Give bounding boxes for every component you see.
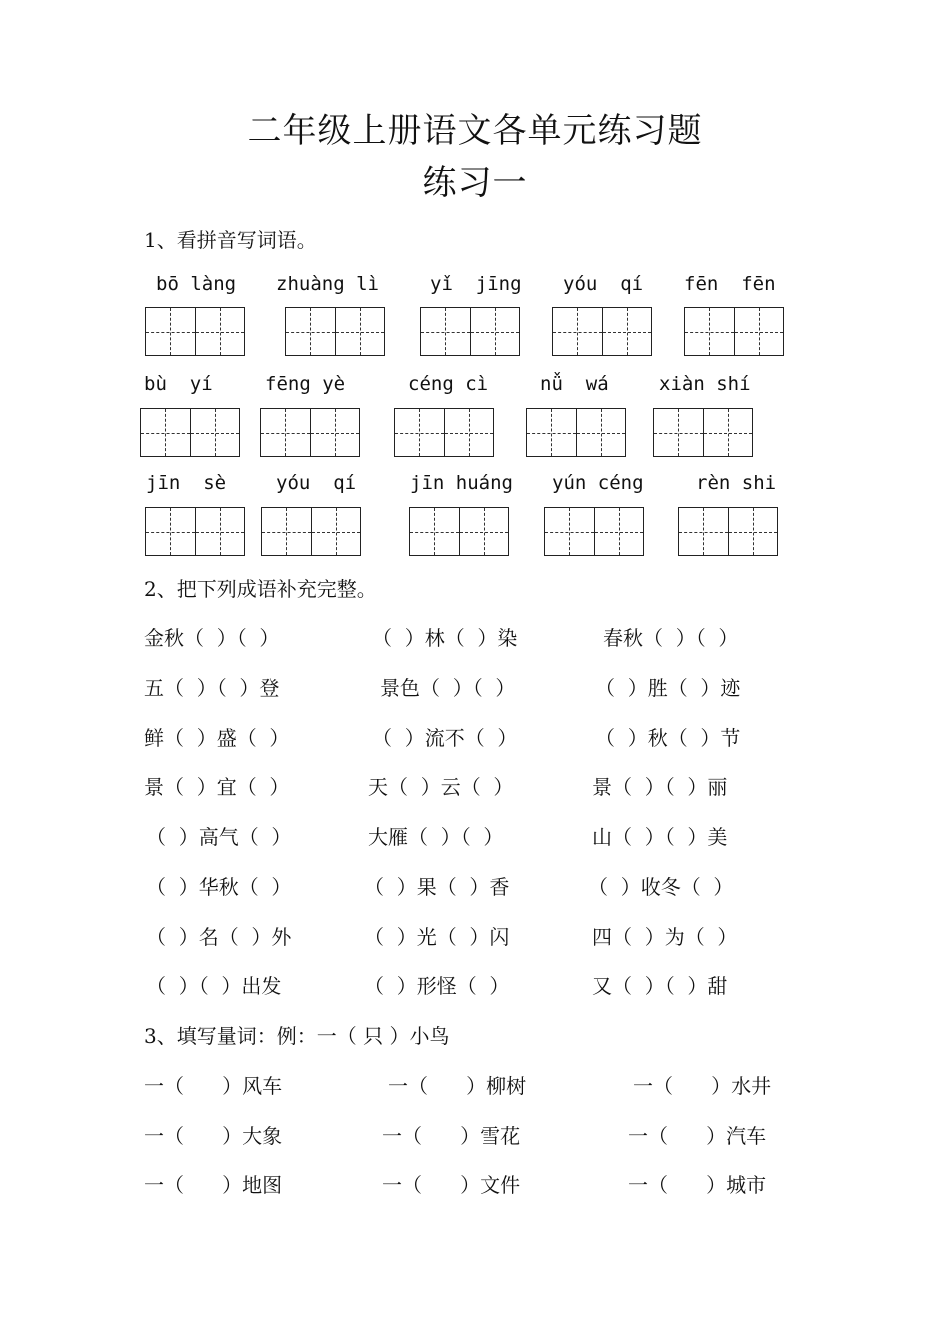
idiom-item[interactable]: （ ）名（ ）外 bbox=[146, 925, 292, 949]
writing-grid[interactable] bbox=[261, 507, 361, 556]
exercise-title: 练习一 bbox=[422, 163, 528, 203]
idiom-item[interactable]: 五（ ）（ ）登 bbox=[144, 676, 280, 700]
writing-grid[interactable] bbox=[678, 507, 778, 556]
q2-heading: 2、把下列成语补充完整。 bbox=[144, 577, 377, 601]
pinyin-label: fēng yè bbox=[265, 373, 346, 395]
writing-grid[interactable] bbox=[653, 408, 753, 457]
idiom-item[interactable]: 天（ ）云（ ） bbox=[368, 775, 514, 799]
writing-grid[interactable] bbox=[394, 408, 494, 457]
idiom-item[interactable]: 春秋（ ）（ ） bbox=[603, 626, 739, 650]
pinyin-label: xiàn shí bbox=[659, 373, 751, 395]
idiom-item[interactable]: （ ）流不（ ） bbox=[372, 726, 518, 750]
idiom-item[interactable]: 四（ ）为（ ） bbox=[592, 925, 738, 949]
writing-grid[interactable] bbox=[526, 408, 626, 457]
pinyin-label: yóu qí bbox=[563, 273, 644, 295]
idiom-item[interactable]: 景（ ）（ ）丽 bbox=[592, 775, 728, 799]
pinyin-label: nǚ wá bbox=[540, 373, 609, 395]
measure-word-item[interactable]: 一（ ）柳树 bbox=[388, 1074, 527, 1098]
writing-grid[interactable] bbox=[145, 307, 245, 356]
writing-grid[interactable] bbox=[285, 307, 385, 356]
pinyin-label: jīn sè bbox=[146, 472, 227, 494]
writing-grid[interactable] bbox=[140, 408, 240, 457]
measure-word-item[interactable]: 一（ ）汽车 bbox=[628, 1124, 767, 1148]
pinyin-label: yún céng bbox=[552, 472, 644, 494]
writing-grid[interactable] bbox=[552, 307, 652, 356]
idiom-item[interactable]: 大雁（ ）（ ） bbox=[368, 825, 504, 849]
writing-grid[interactable] bbox=[145, 507, 245, 556]
measure-word-item[interactable]: 一（ ）水井 bbox=[633, 1074, 772, 1098]
measure-word-item[interactable]: 一（ ）地图 bbox=[144, 1173, 283, 1197]
measure-word-item[interactable]: 一（ ）文件 bbox=[382, 1173, 521, 1197]
idiom-item[interactable]: （ ）（ ）出发 bbox=[146, 974, 282, 998]
page-title: 二年级上册语文各单元练习题 bbox=[247, 111, 703, 151]
idiom-item[interactable]: 山（ ）（ ）美 bbox=[592, 825, 728, 849]
pinyin-label: fēn fēn bbox=[684, 273, 776, 295]
idiom-item[interactable]: （ ）秋（ ）节 bbox=[595, 726, 741, 750]
writing-grid[interactable] bbox=[684, 307, 784, 356]
idiom-item[interactable]: （ ）高气（ ） bbox=[146, 825, 292, 849]
pinyin-label: rèn shi bbox=[696, 472, 777, 494]
idiom-item[interactable]: （ ）形怪（ ） bbox=[364, 974, 510, 998]
measure-word-item[interactable]: 一（ ）大象 bbox=[144, 1124, 283, 1148]
idiom-item[interactable]: 鲜（ ）盛（ ） bbox=[144, 726, 290, 750]
measure-word-item[interactable]: 一（ ）城市 bbox=[628, 1173, 767, 1197]
idiom-item[interactable]: 景色（ ）（ ） bbox=[380, 676, 516, 700]
idiom-item[interactable]: （ ）光（ ）闪 bbox=[364, 925, 510, 949]
pinyin-label: céng cì bbox=[408, 373, 489, 395]
measure-word-item[interactable]: 一（ ）雪花 bbox=[382, 1124, 521, 1148]
q3-heading: 3、填写量词：例：一（ 只 ）小鸟 bbox=[144, 1024, 450, 1048]
writing-grid[interactable] bbox=[420, 307, 520, 356]
idiom-item[interactable]: （ ）华秋（ ） bbox=[146, 875, 292, 899]
idiom-item[interactable]: （ ）果（ ）香 bbox=[364, 875, 510, 899]
pinyin-label: jīn huáng bbox=[410, 472, 513, 494]
writing-grid[interactable] bbox=[409, 507, 509, 556]
pinyin-label: zhuàng lì bbox=[276, 273, 379, 295]
idiom-item[interactable]: 金秋（ ）（ ） bbox=[144, 626, 280, 650]
idiom-item[interactable]: 又（ ）（ ）甜 bbox=[592, 974, 728, 998]
pinyin-label: bù yí bbox=[144, 373, 213, 395]
idiom-item[interactable]: （ ）收冬（ ） bbox=[588, 875, 734, 899]
pinyin-label: yǐ jīng bbox=[430, 273, 522, 295]
measure-word-item[interactable]: 一（ ）风车 bbox=[144, 1074, 283, 1098]
idiom-item[interactable]: （ ）胜（ ）迹 bbox=[595, 676, 741, 700]
idiom-item[interactable]: 景（ ）宜（ ） bbox=[144, 775, 290, 799]
pinyin-label: yóu qí bbox=[276, 472, 357, 494]
idiom-item[interactable]: （ ）林（ ）染 bbox=[372, 626, 518, 650]
writing-grid[interactable] bbox=[544, 507, 644, 556]
q1-heading: 1、看拼音写词语。 bbox=[144, 228, 317, 252]
writing-grid[interactable] bbox=[260, 408, 360, 457]
pinyin-label: bō làng bbox=[156, 273, 237, 295]
